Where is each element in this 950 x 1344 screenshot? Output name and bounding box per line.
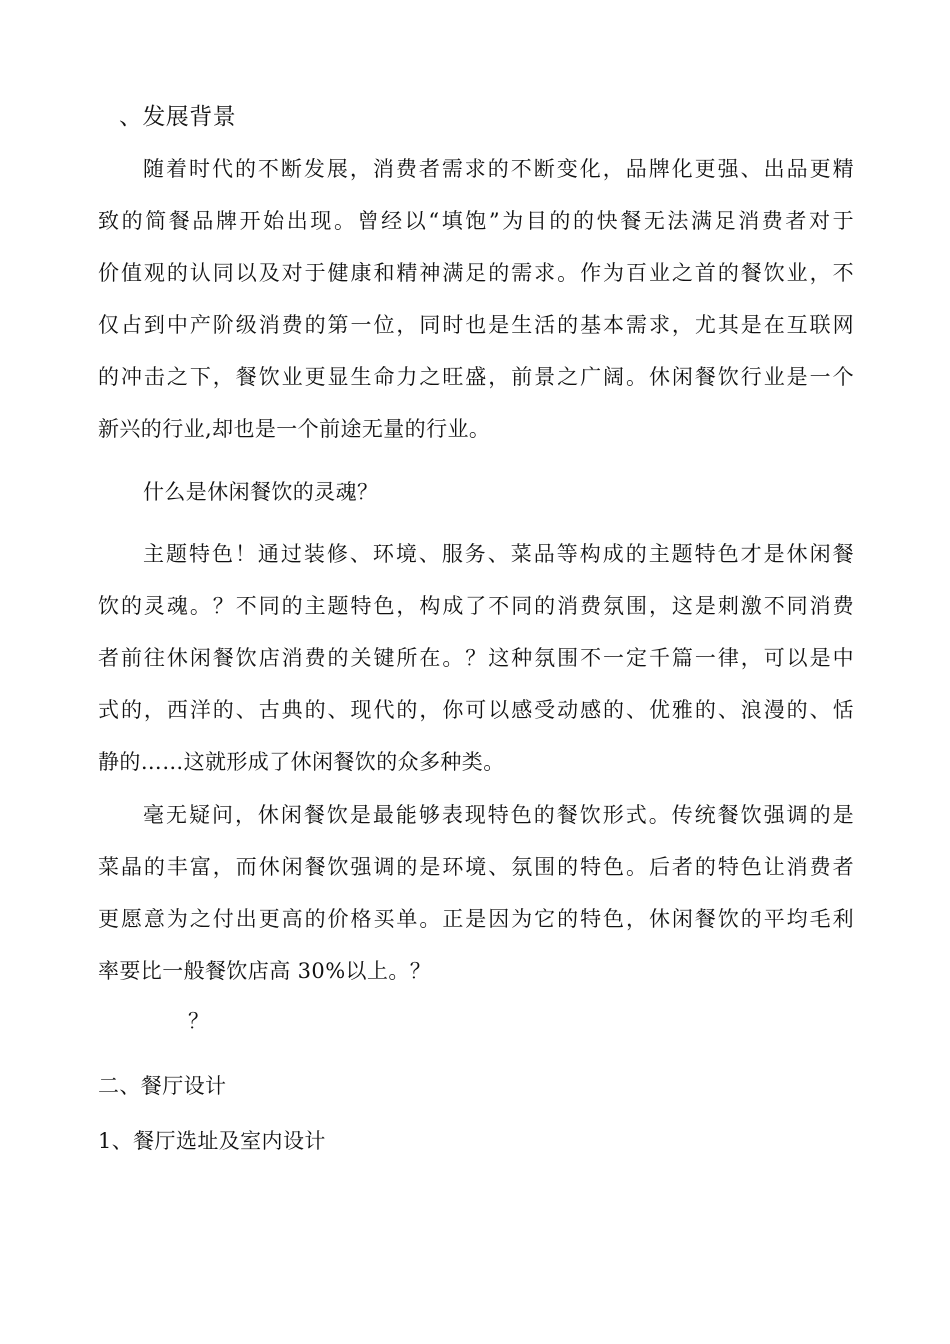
paragraph-line: 新兴的行业,却也是一个前途无量的行业。 xyxy=(98,417,491,441)
paragraph-line: 随着时代的不断发展，消费者需求的不断变化，品牌化更强、出品更精 xyxy=(143,157,854,181)
stray-question-mark: ？ xyxy=(188,1009,210,1033)
paragraph-line: 者前往休闲餐饮店消费的关键所在。？这种氛围不一定千篇一律，可以是中 xyxy=(98,646,854,670)
section-heading-restaurant-design: 二、餐厅设计 xyxy=(98,1074,227,1098)
paragraph-line: 静的……这就形成了休闲餐饮的众多种类。 xyxy=(98,750,505,774)
paragraph-line: 价值观的认同以及对于健康和精神满足的需求。作为百业之首的餐饮业，不 xyxy=(98,261,854,285)
paragraph-background xyxy=(98,143,854,455)
paragraph-line: 的冲击之下，餐饮业更显生命力之旺盛，前景之广阔。休闲餐饮行业是一个 xyxy=(98,365,854,389)
paragraph-line: 仅占到中产阶级消费的第一位，同时也是生活的基本需求，尤其是在互联网 xyxy=(98,313,854,337)
paragraph-line: 致的简餐品牌开始出现。曾经以“填饱”为目的的快餐无法满足消费者对于 xyxy=(98,209,854,233)
section-heading-background: 、发展背景 xyxy=(119,104,236,130)
paragraph-theme xyxy=(98,528,854,788)
paragraph-line: 式的，西洋的、古典的、现代的，你可以感受动感的、优雅的、浪漫的、恬 xyxy=(98,698,854,722)
paragraph-line: 菜晶的丰富，而休闲餐饮强调的是环境、氛围的特色。后者的特色让消费者 xyxy=(98,855,854,879)
subheading-location-interior: 1、餐厅选址及室内设计 xyxy=(98,1129,326,1153)
paragraph-line: 主题特色！通过装修、环境、服务、菜品等构成的主题特色才是休闲餐 xyxy=(143,542,854,566)
paragraph-line: 饮的灵魂。？不同的主题特色，构成了不同的消费氛围，这是刺激不同消费 xyxy=(98,594,854,618)
paragraph-profit xyxy=(98,789,854,997)
paragraph-line: 更愿意为之付出更高的价格买单。正是因为它的特色，休闲餐饮的平均毛利 xyxy=(98,907,854,931)
paragraph-line: 率要比一般餐饮店高 30%以上。？ xyxy=(98,959,432,983)
paragraph-line: 毫无疑问，休闲餐饮是最能够表现特色的餐饮形式。传统餐饮强调的是 xyxy=(143,803,854,827)
question-line: 什么是休闲餐饮的灵魂？ xyxy=(143,480,379,504)
